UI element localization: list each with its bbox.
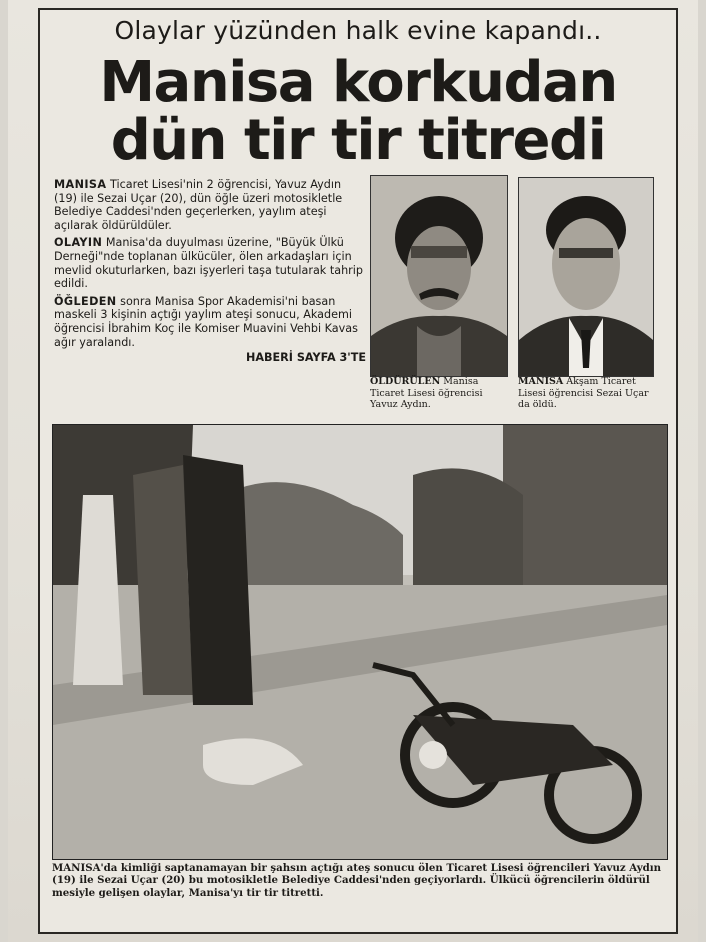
kicker-headline: Olaylar yüzünden halk evine kapandı.. — [114, 16, 602, 45]
portrait-image — [371, 176, 507, 376]
newspaper-clipping — [38, 8, 678, 934]
caption-lead: ÖLDÜRÜLEN — [370, 376, 441, 387]
caption-text: Akşam Ticaret Lisesi öğrencisi Sezai Uçar da öldü. — [518, 376, 649, 410]
portrait-photo-yavuz-aydin — [370, 175, 508, 377]
motorcycle-scene-image — [53, 425, 667, 859]
photo-caption: MANISA'da kimliği saptanamayan bir şahsın açtığı ateş sonucu ölen Ticaret Lisesi öğrencileri Yavuz Aydın (19) ile Sezai Uçar (20) bu motosikletle Belediye Caddesi'nden geçiyorlardı. Ülkücü öğrencilerin öldürül mesiyle gelişen olaylar, Manisa'yı tir tir titretti. — [52, 862, 662, 899]
paragraph-text: sonra Manisa Spor Akademisi'ni basan maskeli 3 kişinin açtığı yaylım ateşi sonucu, Akademi öğrencisi İbrahim Koç ile Komiser Muavini Vehbi Kavas ağır yaralandı. — [54, 294, 358, 349]
continuation-reference: HABERİ SAYFA 3'TE — [245, 351, 366, 365]
portrait-caption — [370, 376, 510, 411]
portrait-image — [519, 178, 653, 376]
caption-lead: MANISA — [518, 376, 564, 387]
article-paragraph — [54, 178, 366, 232]
paragraph-lead: OLAYIN — [54, 236, 103, 250]
article-body — [54, 178, 366, 365]
main-headline — [40, 50, 676, 173]
headline-line-2: dün tir tir titredi — [110, 108, 606, 173]
portrait-photo-sezai-ucar — [518, 177, 654, 377]
article-paragraph — [54, 295, 366, 349]
paragraph-text: Manisa'da duyulması üzerine, "Büyük Ülkü Derneği"nde toplanan ülkücüler, ölen arkadaşları için mevlid okuturlarken, bazı işyerleri taşa tutularak tahrip edildi. — [54, 236, 363, 291]
headline-line-1: Manisa korkudan — [99, 50, 617, 115]
article-paragraph — [54, 236, 366, 290]
street-scene-photo — [52, 424, 668, 860]
paragraph-lead: MANISA — [54, 178, 107, 191]
caption-text: Manisa Ticaret Lisesi öğrencisi Yavuz Aydın. — [370, 376, 483, 410]
paragraph-text: Ticaret Lisesi'nin 2 öğrencisi, Yavuz Aydın (19) ile Sezai Uçar (20), dün öğle üzeri motosikletle Belediye Caddesi'nden geçerlerken, yaylım ateşi açılarak öldürüldüler. — [54, 178, 343, 232]
paragraph-lead: ÖĞLEDEN — [54, 294, 117, 308]
portrait-caption — [518, 376, 658, 411]
